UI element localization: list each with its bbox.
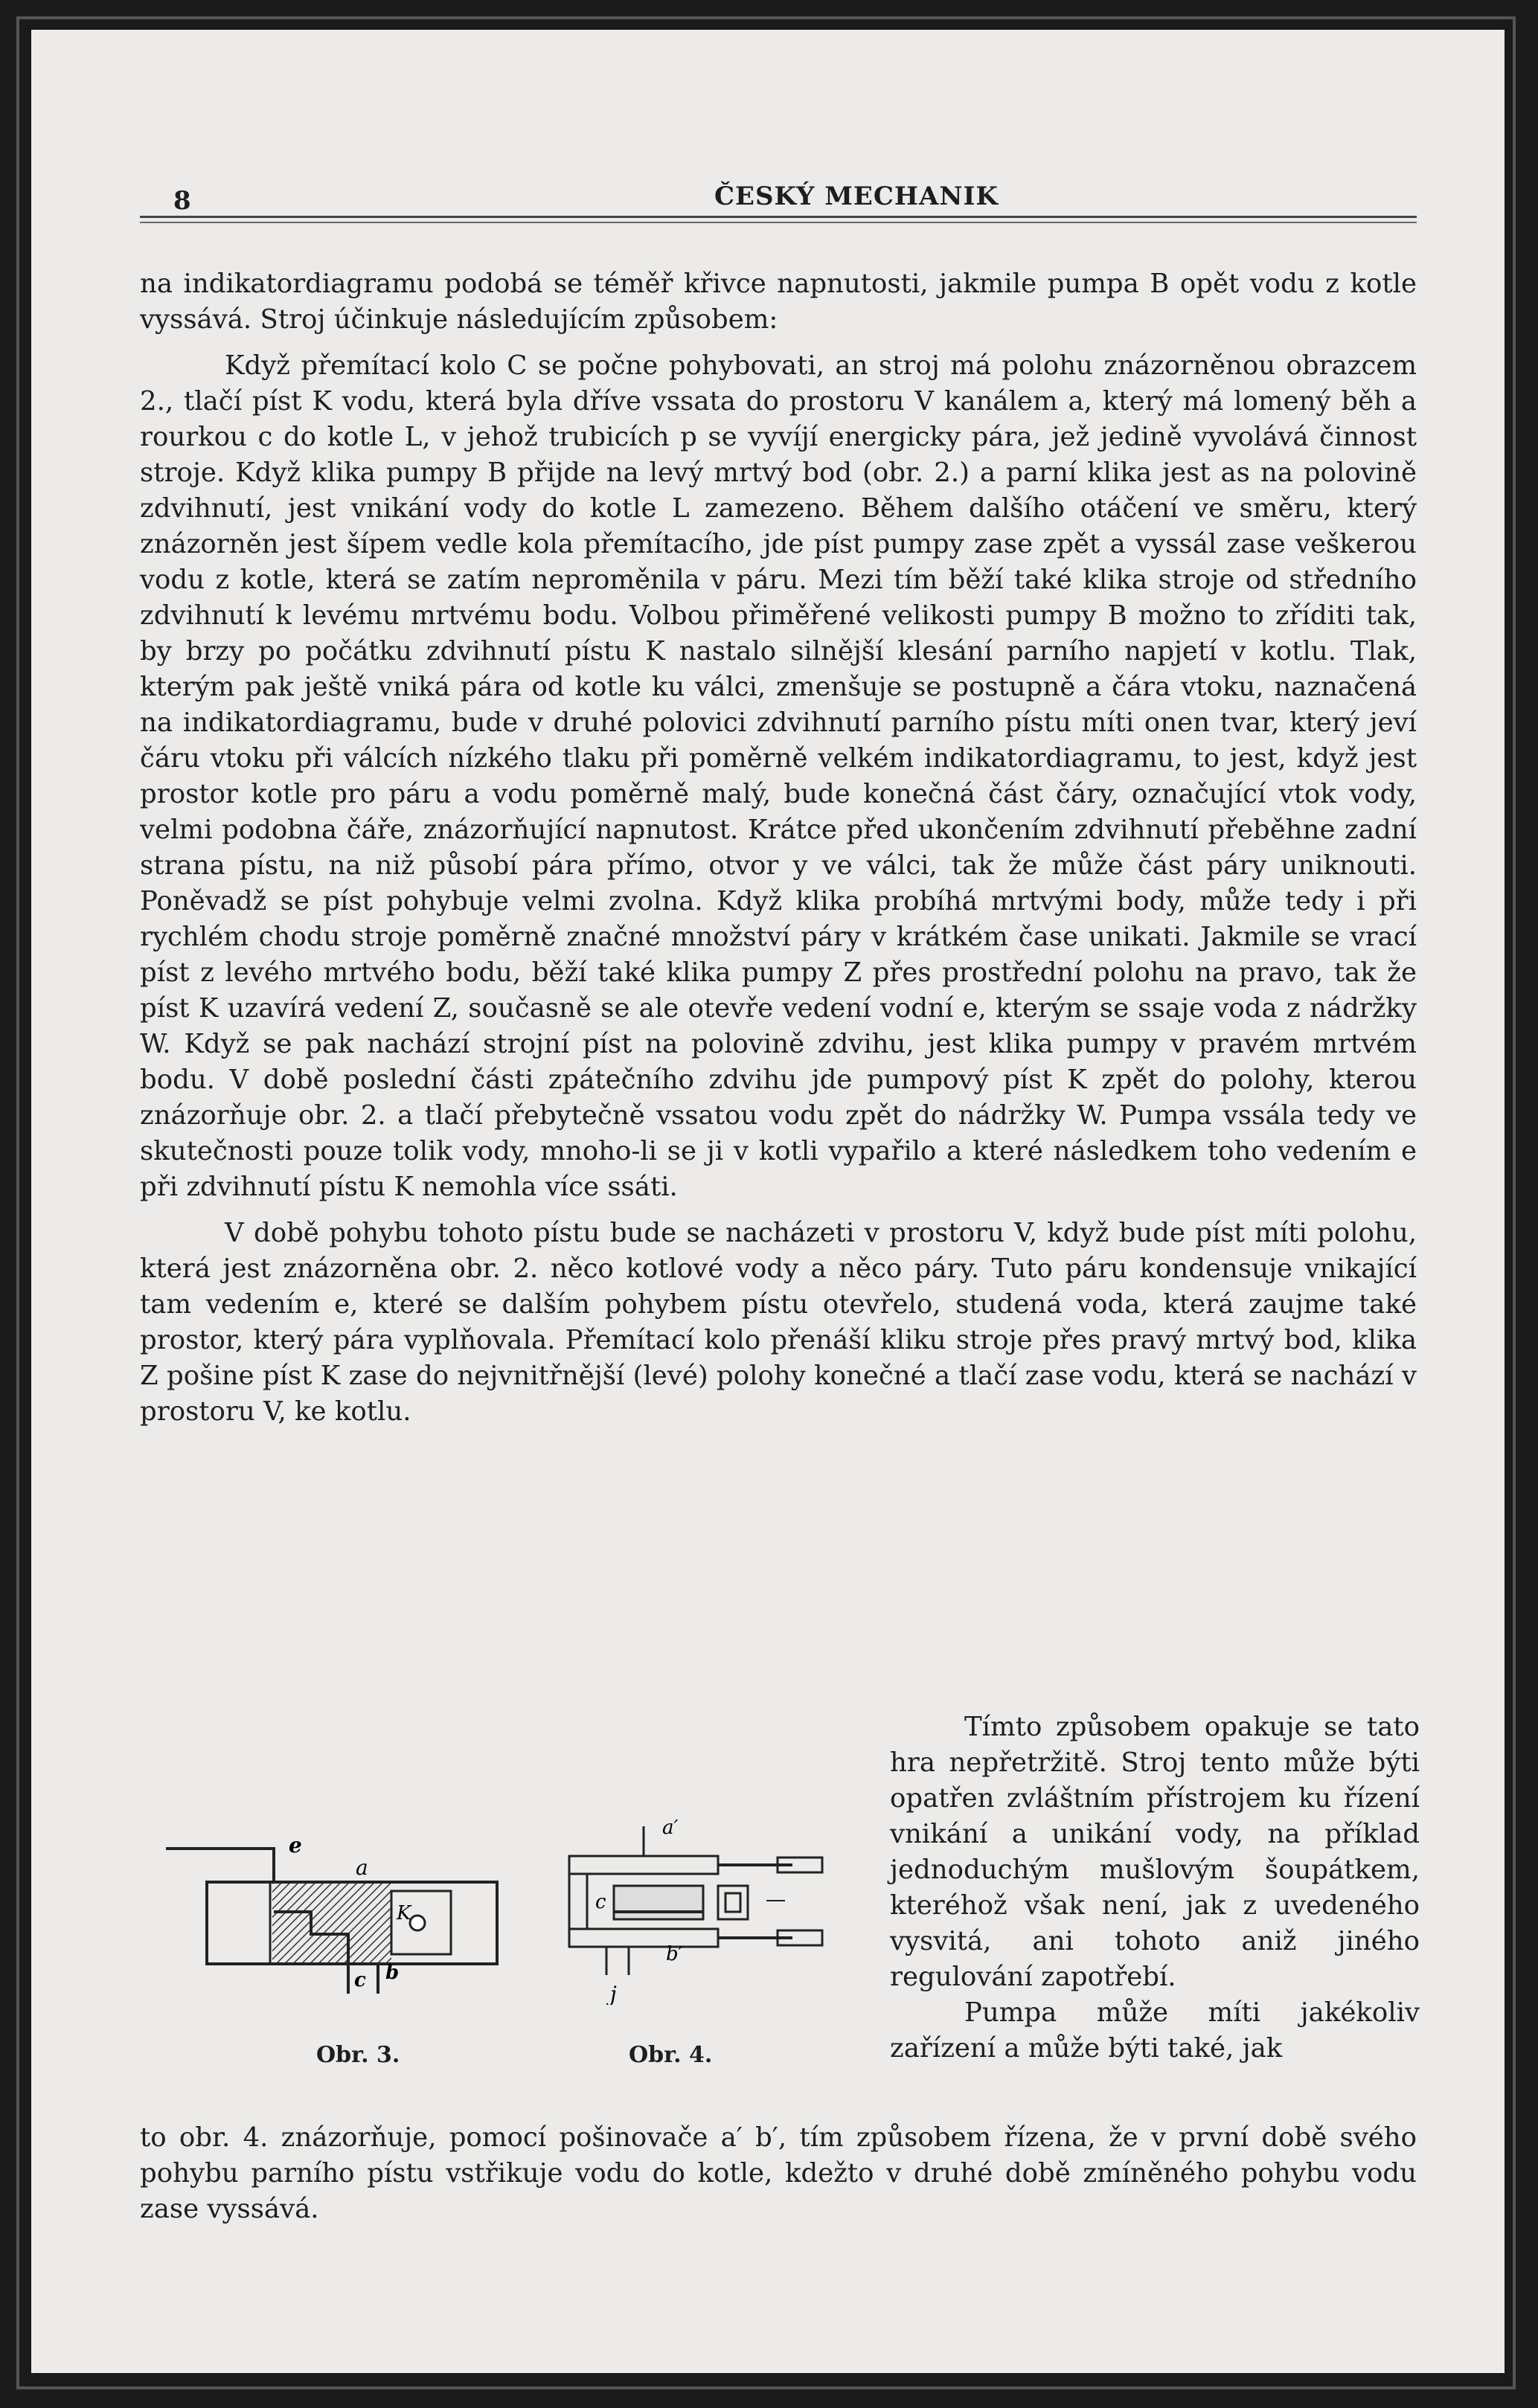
side-paragraph-2: Pumpa může míti jakékoliv zařízení a může býti také, jak: [890, 1997, 1420, 2064]
fig4-label-j: j: [610, 1982, 617, 2005]
running-title: ČESKÝ MECHANIK: [714, 182, 999, 211]
fig3-label-a: a: [356, 1855, 368, 1880]
fig4-label-c: c: [595, 1891, 606, 1913]
page-header: [140, 171, 1417, 216]
paragraph-2: Když přemítací kolo C se počne pohybovati, an stroj má polohu znázorněnou obrazcem 2., tlačí píst K vodu, která byla dříve vssata do prostoru V kanálem a, který má lomený běh a rourkou c do kotle L, v jehož trubicích p se vyvíjí energicky pára, jež jedině vyvolává činnost stroje. Když klika pumpy B přijde na levý mrtvý bod (obr. 2.) a parní klika jest as na polovině zdvihnutí, jest vnikání vody do kotle L zamezeno. Během dalšího otáčení ve směru, který znázorněn jest šípem vedle kola přemítacího, jde píst pumpy zase zpět a vyssál zase veškerou vodu z kotle, která se zatím neproměnila v páru. Mezi tím běží také klika stroje od středního zdvihnutí k levému mrtvému bodu. Volbou přiměřené velikosti pumpy B možno to zříditi tak, by brzy po počátku zdvihnutí pístu K nastalo silnější klesání parního napjetí v kotlu. Tlak, kterým pak ještě vniká pára od kotle ku válci, zmenšuje se postupně a čára vtoku, naznačená na indikatordiagramu, bude v druhé polovici zdvihnutí parního pístu míti onen tvar, který jeví čáru vtoku při válcích nízkého tlaku při poměrně velkém indikatordiagramu, to jest, když jest prostor kotle pro páru a vodu poměrně malý, bude konečná část čáry, označující vtok vody, velmi podobna čáře, znázorňující napnutost. Krátce před ukončením zdvihnutí přeběhne zadní strana pístu, na niž působí pára přímo, otvor y ve válci, tak že může část páry uniknouti. Poněvadž se píst pohybuje velmi zvolna. Když klika probíhá mrtvými body, může tedy i při rychlém chodu stroje poměrně značné množství páry v krátkém čase unikati. Jakmile se vrací píst z levého mrtvého bodu, běží také klika pumpy Z přes prostřední polohu na pravo, tak že píst K uzavírá vedení Z, současně se ale otevře vedení vodní e, kterým se ssaje voda z nádržky W. Když se pak nachází strojní píst na polovině zdvihu, jest klika pumpy v pravém mrtvém bodu. V době poslední části zpátečního zdvihu jde pumpový píst K zpět do polohy, kterou znázorňuje obr. 2. a tlačí přebytečně vssatou vodu zpět do nádržky W. Pumpa vssála tedy ve skutečnosti pouze tolik vody, mnoho-li se ji v kotli vypařilo a které následkem toho vedením e při zdvihnutí pístu K nemohla více ssáti.: [140, 350, 1417, 1202]
fig4-label-a-prime: a′: [662, 1817, 679, 1839]
page-number: 8: [173, 186, 191, 216]
fig3-label-e: e: [289, 1833, 302, 1858]
fig3-label-c: c: [354, 1969, 366, 1991]
header-rule-top: [140, 216, 1417, 218]
side-paragraph-1: Tímto způsobem opakuje se tato hra nepřetržitě. Stroj tento může býti opatřen zvláštním přístrojem ku řízení vnikání a unikání vody, na příklad jednoduchým mušlovým šoupátkem, kteréhož však není, jak z uvedeného vysvitá, ani tohoto aniž jiného regulování zapotřebí.: [890, 1712, 1420, 1992]
paragraph-1: na indikatordiagramu podobá se téměř křivce napnutosti, jakmile pumpa B opět vodu z kotle vyssává. Stroj účinkuje následujícím způsobem:: [140, 269, 1417, 335]
figure-3-pump-diagram: [162, 1808, 512, 1994]
side-column-text: [890, 1709, 1420, 2067]
figure-4-caption: Obr. 4.: [629, 2042, 713, 2068]
figure-4-valve-diagram: [554, 1782, 852, 2005]
fig3-label-k: K: [397, 1902, 411, 1924]
fig3-label-b: b: [385, 1962, 400, 1984]
closing-paragraph: to obr. 4. znázorňuje, pomocí pošinovače a′ b′, tím způsobem řízena, že v první době svého pohybu parního pístu vstřikuje vodu do kotle, kdežto v druhé době zmíněného pohybu vodu zase vyssává.: [140, 2122, 1417, 2224]
paragraph-3: V době pohybu tohoto pístu bude se nacházeti v prostoru V, když bude píst míti polohu, která jest znázorněna obr. 2. něco kotlové vody a něco páry. Tuto páru kondensuje vnikající tam vedením e, které se dalším pohybem pístu otevřelo, studená voda, která zaujme také prostor, který pára vyplňovala. Přemítací kolo přenáší kliku stroje přes pravý mrtvý bod, klika Z pošine píst K zase do nejvnitřnější (levé) polohy konečné a tlačí zase vodu, která se nachází v prostoru V, ke kotlu.: [140, 1218, 1417, 1427]
main-text: [140, 266, 1417, 1430]
fig4-label-b-prime: b′: [666, 1943, 683, 1965]
closing-text: [140, 2120, 1417, 2227]
figure-3-caption: Obr. 3.: [316, 2042, 400, 2068]
header-rule-bottom: [140, 222, 1417, 223]
